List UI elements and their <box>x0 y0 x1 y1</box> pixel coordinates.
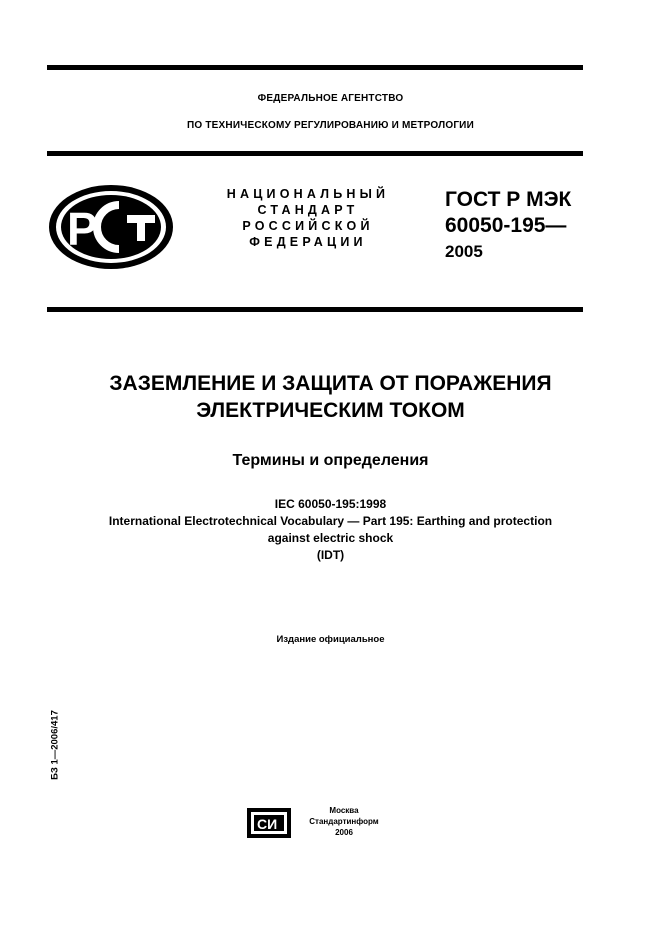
document-subtitle: Термины и определения <box>232 452 429 469</box>
svg-text:Р: Р <box>67 203 98 255</box>
publisher-year: 2006 <box>335 828 353 837</box>
national-line-4: ФЕДЕРАЦИИ <box>249 235 367 249</box>
agency-line-1: ФЕДЕРАЛЬНОЕ АГЕНТСТВО <box>257 93 404 104</box>
publisher-name: Стандартинформ <box>309 817 379 826</box>
national-line-3: РОССИЙСКОЙ <box>242 219 374 233</box>
iec-idt: (IDT) <box>316 548 345 562</box>
publisher-city: Москва <box>329 806 359 815</box>
iec-name-line-1: International Electrotechnical Vocabulary — Part 195: Earthing and protection <box>108 514 553 528</box>
standard-rule <box>47 307 583 312</box>
header-rule <box>47 151 583 156</box>
iec-name-line-2: against electric shock <box>267 531 394 545</box>
top-rule <box>47 65 583 70</box>
national-line-1: НАЦИОНАЛЬНЫЙ <box>226 187 390 201</box>
national-line-2: СТАНДАРТ <box>257 203 359 217</box>
standartinform-logo-icon <box>247 808 291 838</box>
gost-line-2: 60050-195— <box>445 214 567 237</box>
edition-label: Издание официальное <box>276 634 385 645</box>
gost-line-1: ГОСТ Р МЭК <box>445 188 572 211</box>
document-title-line-1: ЗАЗЕМЛЕНИЕ И ЗАЩИТА ОТ ПОРАЖЕНИЯ <box>109 372 552 395</box>
side-note: БЗ 1—2006/417 <box>49 710 61 780</box>
svg-text:СИ: СИ <box>257 816 278 832</box>
document-title-line-2: ЭЛЕКТРИЧЕСКИМ ТОКОМ <box>196 399 465 422</box>
iec-reference: IEC 60050-195:1998 <box>274 497 387 511</box>
rst-logo-icon <box>47 183 175 271</box>
gost-year: 2005 <box>445 242 483 261</box>
agency-line-2: ПО ТЕХНИЧЕСКОМУ РЕГУЛИРОВАНИЮ И МЕТРОЛОГИИ <box>187 120 474 131</box>
